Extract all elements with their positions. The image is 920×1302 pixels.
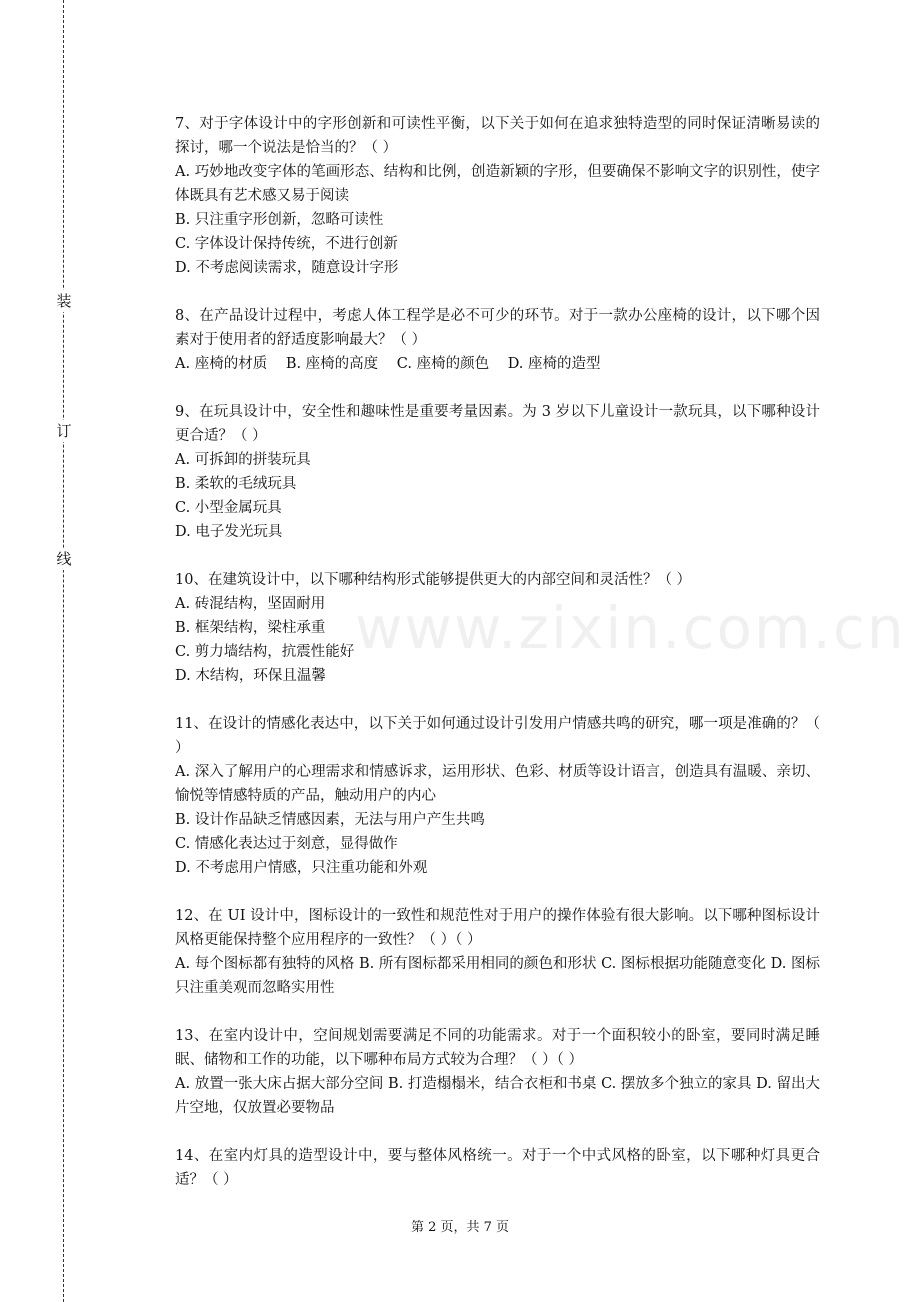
option-d: D. 电子发光玩具 — [175, 524, 283, 540]
option-c: C. 剪力墙结构，抗震性能好 — [175, 644, 355, 660]
binding-label-zhuang: 装 — [56, 292, 72, 310]
question-11 — [175, 712, 820, 880]
option-row: A. 每个图标都有独特的风格 B. 所有图标都采用相同的颜色和形状 C. 图标根据功能随意变化 D. 图标只注重美观而忽略实用性 — [175, 956, 820, 996]
question-stem: 9、在玩具设计中，安全性和趣味性是重要考量因素。为 3 岁以下儿童设计一款玩具，以下哪种设计更合适？（ ） — [175, 404, 820, 444]
question-stem: 13、在室内设计中，空间规划需要满足不同的功能需求。对于一个面积较小的卧室，要同时满足睡眠、储物和工作的功能，以下哪种布局方式较为合理？（ ）（ ） — [175, 1028, 820, 1068]
option-d: D. 木结构，环保且温馨 — [175, 668, 326, 684]
option-c: C. 小型金属玩具 — [175, 500, 282, 516]
question-10 — [175, 568, 820, 688]
question-12 — [175, 904, 820, 1000]
question-stem: 10、在建筑设计中，以下哪种结构形式能够提供更大的内部空间和灵活性？（ ） — [175, 572, 692, 588]
question-8 — [175, 304, 820, 376]
option-row: A. 放置一张大床占据大部分空间 B. 打造榻榻米，结合衣柜和书桌 C. 摆放多个独立的家具 D. 留出大片空地，仅放置必要物品 — [175, 1076, 820, 1116]
option-row — [175, 352, 820, 376]
question-stem: 11、在设计的情感化表达中，以下关于如何通过设计引发用户情感共鸣的研究，哪一项是准确的？（ ） — [175, 716, 820, 756]
watermark: www.zixin.com.cn — [355, 594, 906, 662]
question-7 — [175, 112, 820, 280]
question-stem: 7、对于字体设计中的字形创新和可读性平衡，以下关于如何在追求独特造型的同时保证清晰易读的探讨，哪一个说法是恰当的？（ ） — [175, 116, 820, 156]
question-9 — [175, 400, 820, 544]
option-d: D. 不考虑阅读需求，随意设计字形 — [175, 260, 399, 276]
option-d: D. 不考虑用户情感，只注重功能和外观 — [175, 860, 428, 876]
binding-label-ding: 订 — [56, 422, 72, 440]
option-b: B. 柔软的毛绒玩具 — [175, 476, 297, 492]
option-b: B. 只注重字形创新，忽略可读性 — [175, 212, 384, 228]
option-a: A. 砖混结构，坚固耐用 — [175, 596, 326, 612]
question-stem: 14、在室内灯具的造型设计中，要与整体风格统一。对于一个中式风格的卧室，以下哪种灯具更合适？（ ） — [175, 1148, 820, 1188]
option-b: B. 框架结构，梁柱承重 — [175, 620, 326, 636]
question-stem: 12、在 UI 设计中，图标设计的一致性和规范性对于用户的操作体验有很大影响。以下哪种图标设计风格更能保持整个应用程序的一致性？（ ）（ ） — [175, 908, 820, 948]
option-b: B. 设计作品缺乏情感因素，无法与用户产生共鸣 — [175, 812, 485, 828]
question-list — [175, 112, 820, 1216]
option-c: C. 座椅的颜色 — [396, 356, 490, 372]
question-stem: 8、在产品设计过程中，考虑人体工程学是必不可少的环节。对于一款办公座椅的设计，以下哪个因素对于使用者的舒适度影响最大？（ ） — [175, 308, 820, 348]
option-b: B. 座椅的高度 — [285, 356, 379, 372]
page-footer: 第 2 页，共 7 页 — [410, 1220, 510, 1235]
option-d: D. 座椅的造型 — [507, 356, 601, 372]
option-a: A. 巧妙地改变字体的笔画形态、结构和比例，创造新颖的字形，但要确保不影响文字的识别性，使字体既具有艺术感又易于阅读 — [175, 164, 820, 204]
option-c: C. 情感化表达过于刻意，显得做作 — [175, 836, 398, 852]
option-a: A. 可拆卸的拼装玩具 — [175, 452, 311, 468]
binding-label-xian: 线 — [56, 550, 72, 568]
question-14 — [175, 1144, 820, 1192]
question-13 — [175, 1024, 820, 1120]
binding-dashed-line — [63, 0, 64, 1302]
option-c: C. 字体设计保持传统，不进行创新 — [175, 236, 398, 252]
option-a: A. 深入了解用户的心理需求和情感诉求，运用形状、色彩、材质等设计语言，创造具有温暖、亲切、愉悦等情感特质的产品，触动用户的内心 — [175, 764, 820, 804]
option-a: A. 座椅的材质 — [175, 356, 268, 372]
